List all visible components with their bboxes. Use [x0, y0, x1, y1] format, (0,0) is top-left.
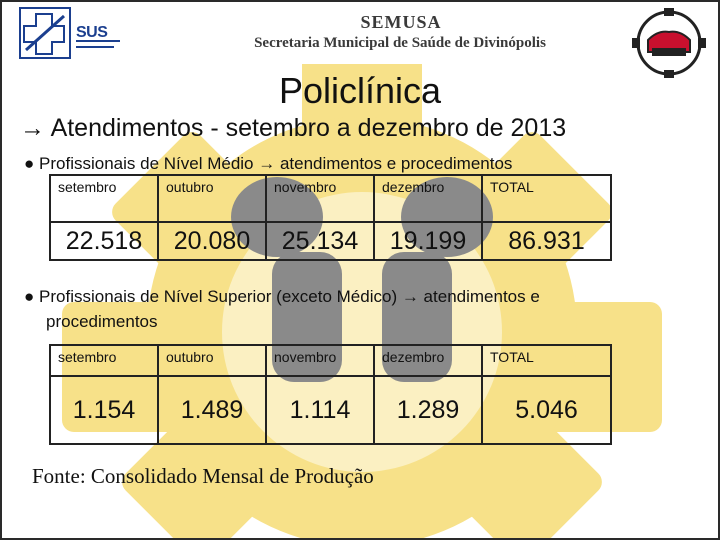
municipal-emblem-logo: [628, 8, 710, 78]
col-header-outubro: outubro: [158, 175, 266, 222]
value-outubro: 20.080: [158, 222, 266, 260]
value-outubro: 1.489: [158, 376, 266, 444]
col-header-dezembro: dezembro: [374, 175, 482, 222]
section1-text: Profissionais de Nível Médio → atendimentos e procedimentos: [39, 154, 513, 173]
col-header-novembro: novembro: [266, 345, 374, 376]
value-setembro: 1.154: [50, 376, 158, 444]
value-setembro: 22.518: [50, 222, 158, 260]
slide-title: Policlínica: [278, 70, 442, 111]
org-short-name: SEMUSA: [360, 12, 442, 32]
table-nivel-superior: [49, 344, 612, 445]
sus-logo-text: SUS: [76, 24, 108, 41]
section1-bullet: [24, 154, 512, 174]
value-dezembro: 19.199: [374, 222, 482, 260]
section2-bullet: [24, 284, 664, 334]
table-values-row: [50, 376, 611, 444]
table-values-row: [50, 222, 611, 260]
slide-subtitle: → Atendimentos - setembro a dezembro de 2013: [20, 114, 567, 142]
org-full-name: Secretaria Municipal de Saúde de Divinópolis: [254, 35, 546, 51]
col-header-setembro: setembro: [50, 345, 158, 376]
table-nivel-medio: [49, 174, 612, 261]
source-note: Fonte: Consolidado Mensal de Produção: [32, 464, 374, 488]
col-header-setembro: setembro: [50, 175, 158, 222]
value-novembro: 1.114: [266, 376, 374, 444]
col-header-dezembro: dezembro: [374, 345, 482, 376]
value-total: 5.046: [482, 376, 611, 444]
value-dezembro: 1.289: [374, 376, 482, 444]
col-header-novembro: novembro: [266, 175, 374, 222]
value-total: 86.931: [482, 222, 611, 260]
value-novembro: 25.134: [266, 222, 374, 260]
bullet-symbol: ●: [24, 154, 35, 173]
col-header-total: TOTAL: [482, 175, 611, 222]
table-header-row: [50, 345, 611, 376]
col-header-total: TOTAL: [482, 345, 611, 376]
col-header-outubro: outubro: [158, 345, 266, 376]
section2-text-continued: procedimentos: [46, 312, 158, 331]
section2-text: Profissionais de Nível Superior (exceto Médico) → atendimentos e: [39, 287, 540, 306]
bullet-symbol: ●: [24, 287, 35, 306]
table-header-row: [50, 175, 611, 222]
